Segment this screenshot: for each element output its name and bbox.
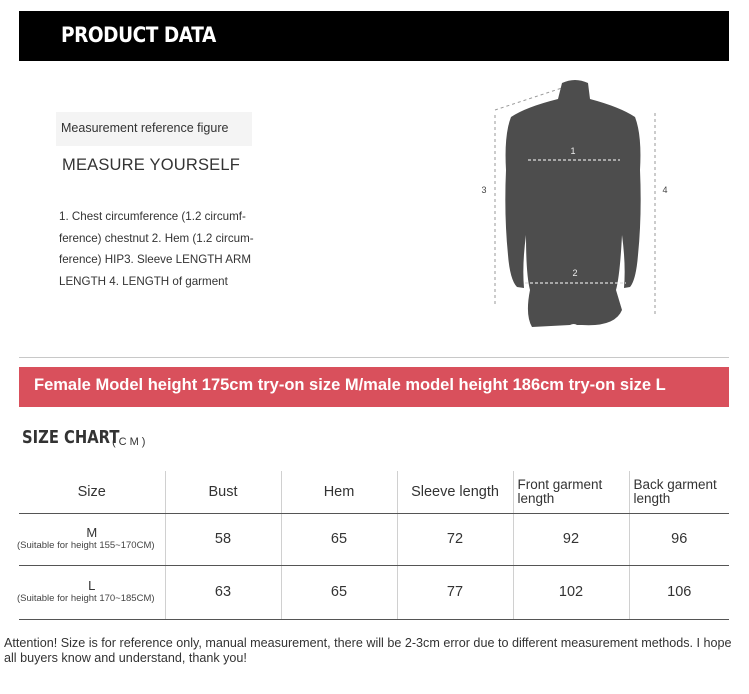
length-marker: 4: [662, 185, 668, 195]
sleeve-marker: 3: [481, 185, 487, 195]
bust-cell: 63: [165, 565, 281, 619]
sleeve-cell: 72: [397, 513, 513, 565]
table-row: [19, 513, 729, 565]
size-disclaimer-notice: Attention! Size is for reference only, manual measurement, there will be 2-3cm error due to different measurement methods. I hope all buyers know and understand, thank you!: [4, 636, 732, 665]
front-length-cell: 92: [513, 513, 629, 565]
column-header-sleeve-length: Sleeve length: [397, 471, 513, 513]
back-length-cell: 106: [629, 565, 729, 619]
column-header-front-garment-length: Front garment length: [513, 471, 629, 513]
body-silhouette-illustration: [470, 75, 680, 340]
front-length-cell: 102: [513, 565, 629, 619]
size-height-note: (Suitable for height 155~170CM): [16, 540, 155, 551]
size-cell: [16, 565, 165, 619]
column-header-size: Size: [19, 471, 165, 513]
size-cell: [16, 513, 165, 565]
table-row: [19, 565, 729, 619]
table-header-row: [19, 471, 729, 513]
measurement-description: 1. Chest circumference (1.2 circumf-ference) chestnut 2. Hem (1.2 circum-ference) HIP3. Sleeve LENGTH ARM LENGTH 4. LENGTH of garment: [59, 210, 254, 288]
back-length-cell: 96: [629, 513, 729, 565]
size-chart-unit: (CM): [112, 436, 149, 448]
size-chart-heading: [22, 427, 149, 448]
size-chart-title: SIZE CHART: [22, 427, 120, 448]
model-info-banner: [19, 367, 729, 407]
hem-cell: 65: [281, 513, 397, 565]
column-header-back-garment-length: Back garment length: [629, 471, 729, 513]
model-info-text: Female Model height 175cm try-on size M/male model height 186cm try-on size L: [34, 376, 666, 394]
size-label: L: [88, 578, 96, 593]
header-bar: [19, 11, 729, 61]
hem-cell: 65: [281, 565, 397, 619]
chest-marker: 1: [570, 146, 576, 156]
measure-yourself-heading: MEASURE YOURSELF: [62, 156, 241, 174]
hem-marker: 2: [572, 268, 578, 278]
size-chart-table: [16, 471, 729, 620]
column-header-hem: Hem: [281, 471, 397, 513]
size-label: M: [86, 525, 98, 540]
torso-shape: [505, 80, 640, 327]
page-title: PRODUCT DATA: [61, 23, 216, 47]
section-divider: [19, 357, 729, 358]
size-height-note: (Suitable for height 170~185CM): [16, 593, 155, 604]
measurement-reference-caption: Measurement reference figure: [56, 112, 252, 146]
bust-cell: 58: [165, 513, 281, 565]
column-header-bust: Bust: [165, 471, 281, 513]
sleeve-cell: 77: [397, 565, 513, 619]
measurement-figure: [470, 75, 680, 340]
